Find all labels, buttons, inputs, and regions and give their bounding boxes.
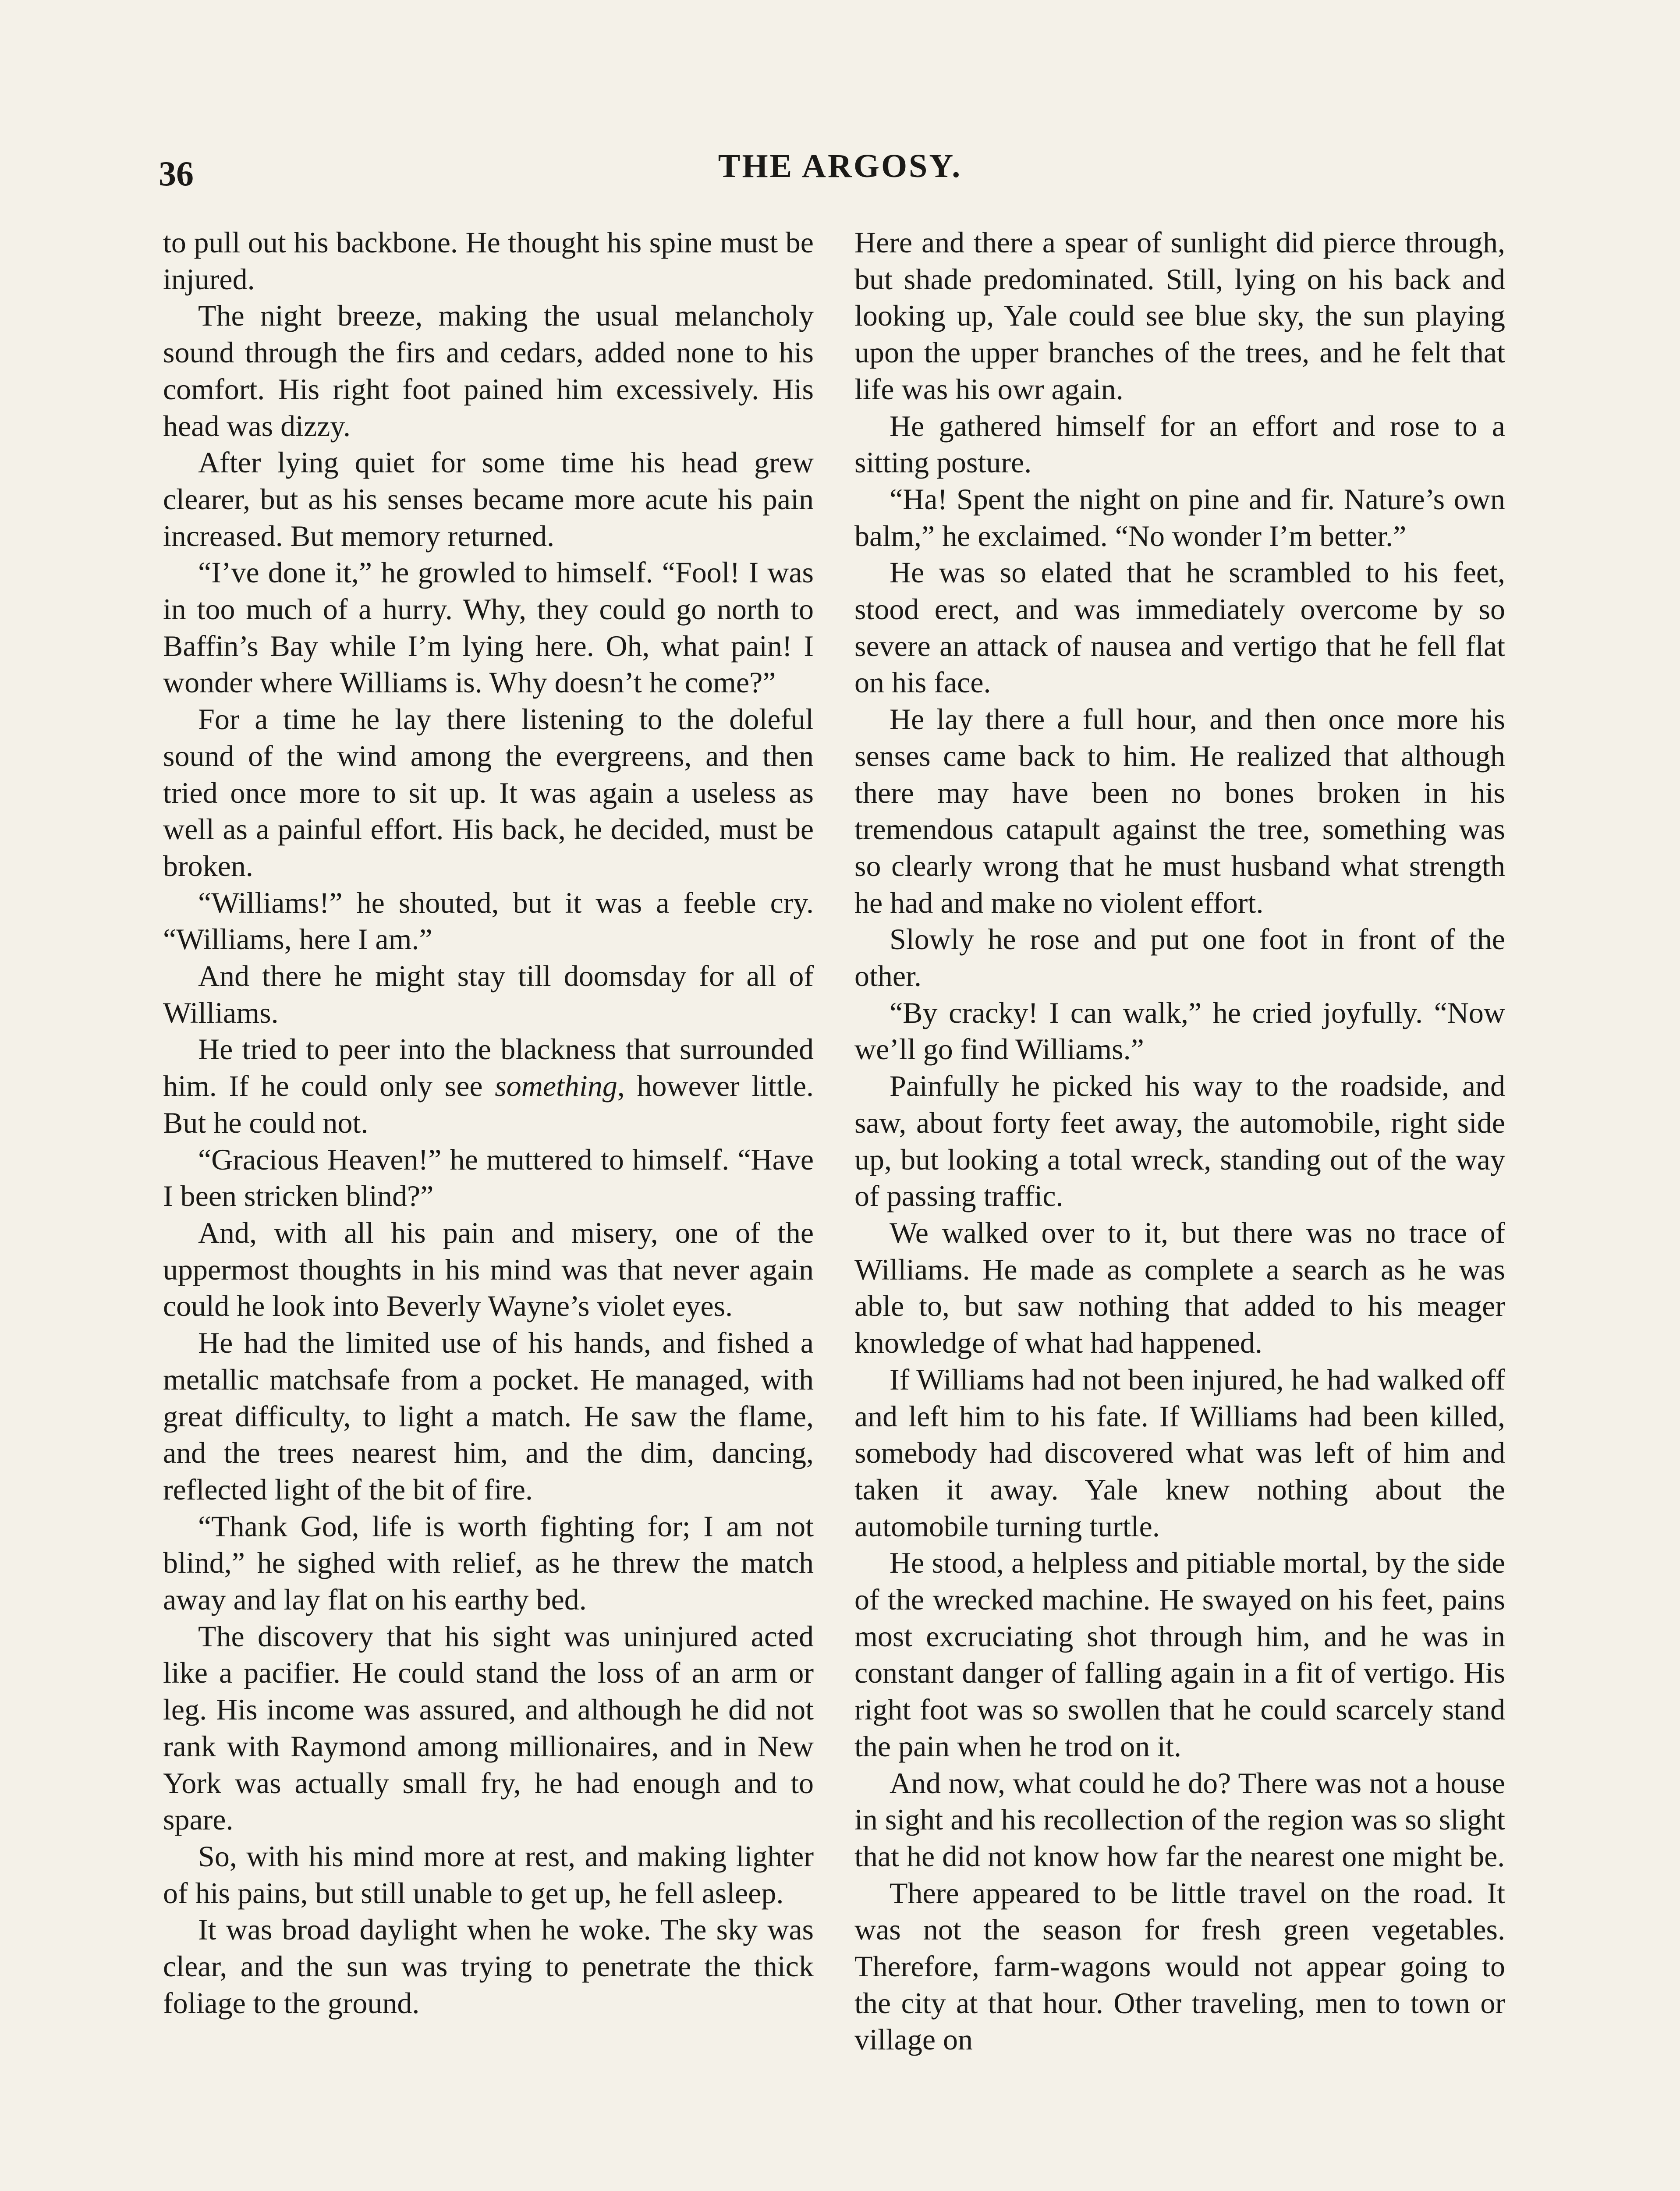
paragraph: After lying quiet for some time his head grew clearer, but as his senses became more acute his pain increased. But memory returned.: [163, 446, 814, 553]
paragraph: There appeared to be little travel on the road. It was not the season for fresh green vegetables. Therefore, farm-wagons would not appear going to the city at that hour. Other traveling, men to town or village on: [854, 1876, 1505, 2056]
paragraph: He gathered himself for an effort and rose to a sitting posture.: [854, 409, 1505, 479]
paragraph: Painfully he picked his way to the roadside, and saw, about forty feet away, the automobile, right side up, but looking a total wreck, standing out of the way of passing traffic.: [854, 1069, 1505, 1213]
paragraph: Slowly he rose and put one foot in front of the other.: [854, 922, 1505, 993]
paragraph: “By cracky! I can walk,” he cried joyfully. “Now we’ll go find Williams.”: [854, 996, 1505, 1066]
left-column: [163, 224, 814, 2191]
paragraph: The discovery that his sight was uninjured acted like a pacifier. He could stand the loss of an arm or leg. His income was assured, and although he did not rank with Raymond among millionaires, and in New York was actually small fry, he had enough and to spare.: [163, 1619, 814, 1836]
paragraph: to pull out his backbone. He thought his spine must be injured.: [163, 226, 814, 296]
paragraph: And, with all his pain and misery, one of the uppermost thoughts in his mind was that never again could he look into Beverly Wayne’s violet eyes.: [163, 1216, 814, 1323]
paragraph: If Williams had not been injured, he had walked off and left him to his fate. If Williams had been killed, somebody had discovered what was left of him and taken it away. Yale knew nothing about the automobile turning turtle.: [854, 1362, 1505, 1543]
paragraph: And now, what could he do? There was not a house in sight and his recollection of the region was so slight that he did not know how far the nearest one might be.: [854, 1766, 1505, 1873]
paragraph: He stood, a helpless and pitiable mortal, by the side of the wrecked machine. He swayed on his feet, pains most excruciating shot through him, and he was in constant danger of falling again in a fit of vertigo. His right foot was so swollen that he could scarcely stand the pain when he trod on it.: [854, 1546, 1505, 1763]
paragraph: For a time he lay there listening to the doleful sound of the wind among the evergreens, and then tried once more to sit up. It was again a useless as well as a painful effort. His back, he decided, must be broken.: [163, 702, 814, 883]
paragraph: “Williams!” he shouted, but it was a feeble cry. “Williams, here I am.”: [163, 886, 814, 956]
paragraph: He had the limited use of his hands, and fished a metallic matchsafe from a pocket. He managed, with great difficulty, to light a match. He saw the flame, and the trees nearest him, and the dim, dancing, reflected light of the bit of fire.: [163, 1326, 814, 1506]
paragraph: Here and there a spear of sunlight did pierce through, but shade predominated. Still, lying on his back and looking up, Yale could see blue sky, the sun playing upon the upper branches of the trees, and he felt that life was his owr again.: [854, 226, 1505, 406]
paragraph: We walked over to it, but there was no trace of Williams. He made as complete a search as he was able to, but saw nothing that added to his meager knowledge of what had happened.: [854, 1216, 1505, 1360]
page-number: 36: [159, 155, 194, 193]
paragraph: “Gracious Heaven!” he muttered to himself. “Have I been stricken blind?”: [163, 1142, 814, 1213]
italic-word: something: [495, 1069, 617, 1103]
paragraph: [163, 1031, 814, 1141]
paragraph: “Thank God, life is worth fighting for; I am not blind,” he sighed with relief, as he threw the match away and lay flat on his earthy bed.: [163, 1509, 814, 1617]
paragraph: “I’ve done it,” he growled to himself. “Fool! I was in too much of a hurry. Why, they could go north to Baffin’s Bay while I’m lying here. Oh, what pain! I wonder where Williams is. Why doesn’t he come?”: [163, 556, 814, 699]
right-column: [854, 224, 1505, 2191]
paragraph: He lay there a full hour, and then once more his senses came back to him. He realized that although there may have been no bones broken in his tremendous catapult against the tree, something was so clearly wrong that he must husband what strength he had and make no violent effort.: [854, 702, 1505, 919]
paragraph: “Ha! Spent the night on pine and fir. Nature’s own balm,” he exclaimed. “No wonder I’m better.”: [854, 482, 1505, 553]
paragraph: He was so elated that he scrambled to his feet, stood erect, and was immediately overcome by so severe an attack of nausea and vertigo that he fell flat on his face.: [854, 556, 1505, 699]
paragraph: It was broad daylight when he woke. The sky was clear, and the sun was trying to penetrate the thick foliage to the ground.: [163, 1913, 814, 2020]
text-run: , however little. But he could not.: [163, 1069, 814, 1139]
paragraph: So, with his mind more at rest, and making lighter of his pains, but still unable to get up, he fell asleep.: [163, 1839, 814, 1910]
paragraph: The night breeze, making the usual melancholy sound through the firs and cedars, added none to his comfort. His right foot pained him excessively. His head was dizzy.: [163, 299, 814, 443]
text-run: He tried to peer into the blackness that surrounded him. If he could only see: [163, 1032, 814, 1103]
paragraph: And there he might stay till doomsday for all of Williams.: [163, 959, 814, 1029]
running-head: THE ARGOSY.: [718, 148, 962, 184]
